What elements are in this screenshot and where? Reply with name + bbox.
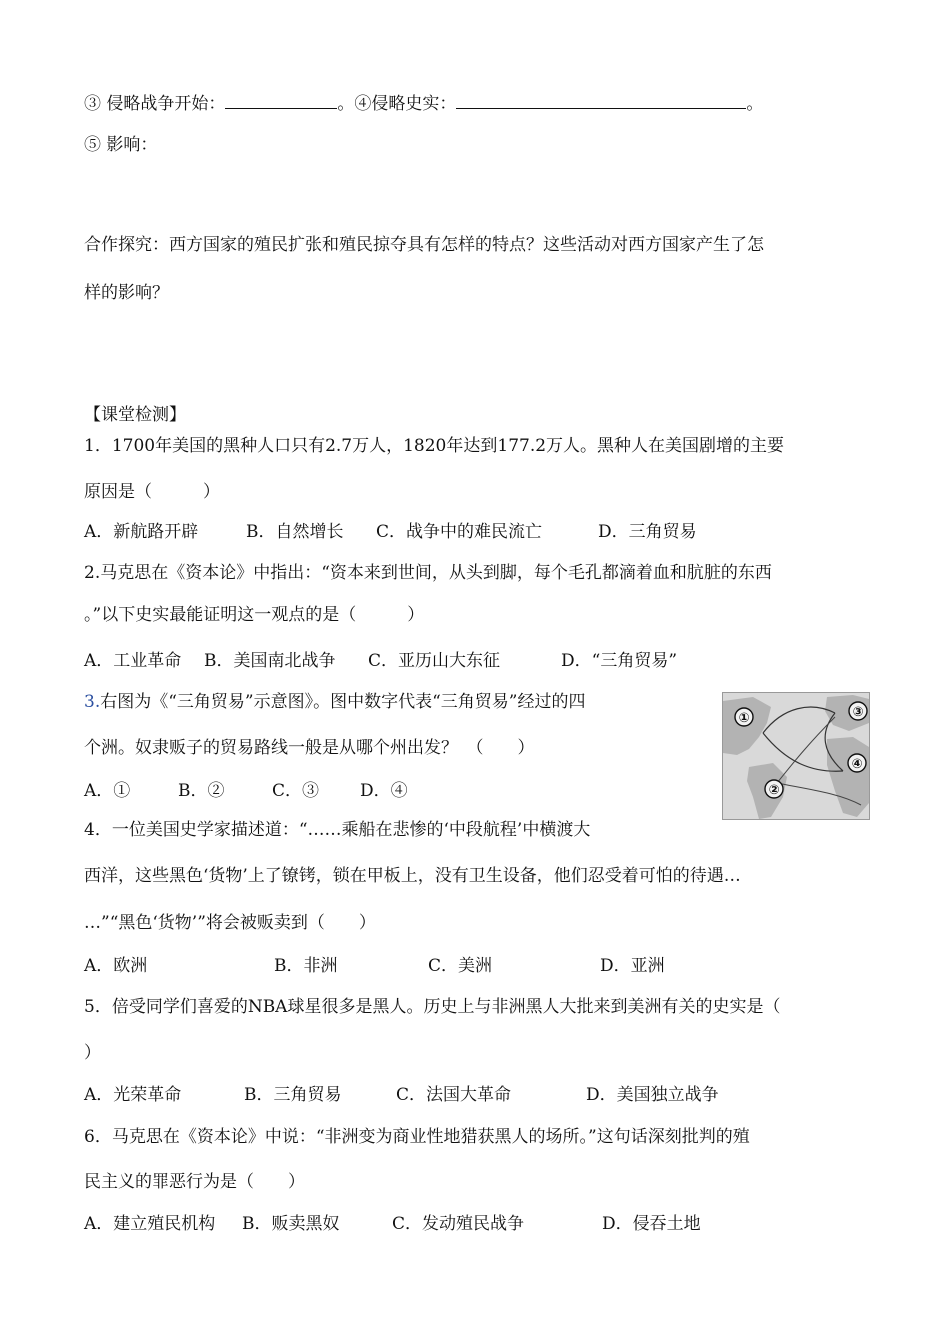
option-c[interactable]: C．③ [272,781,320,801]
influence-label: ⑤ 影响： [84,135,158,155]
map-label-3: ③ [852,705,864,720]
option-b[interactable]: B．自然增长 [246,522,344,542]
option-a[interactable]: A．光荣革命 [84,1085,182,1105]
question-1-options [84,521,697,543]
option-b[interactable]: B．贩卖黑奴 [242,1214,340,1234]
question-5-line-1: 5．倍受同学们喜爱的NBA球星很多是黑人。历史上与非洲黑人大批来到美洲有关的史实是（ [84,997,781,1017]
question-6-options [84,1213,701,1235]
option-c[interactable]: C．亚历山大东征 [368,651,501,671]
question-4-line-3: …”“黑色‘货物’”将会被贩卖到（ ） [84,913,376,933]
map-label-1: ① [738,711,750,726]
option-a[interactable]: A．欧洲 [84,956,148,976]
option-d[interactable]: D．美国独立战争 [586,1085,719,1105]
option-b[interactable]: B．非洲 [274,956,338,976]
invasion-start-blank[interactable] [225,92,337,109]
option-d[interactable]: D．④ [360,781,408,801]
option-a[interactable]: A．① [84,781,131,801]
question-6-line-1: 6．马克思在《资本论》中说：“非洲变为商业性地猎获黑人的场所。”这句话深刻批判的殖 [84,1127,750,1147]
option-d[interactable]: D．侵吞土地 [602,1214,701,1234]
option-c[interactable]: C．法国大革命 [396,1085,512,1105]
question-2-line-2: 。”以下史实最能证明这一观点的是（ ） [84,605,425,625]
option-b[interactable]: B．三角贸易 [244,1085,342,1105]
option-a[interactable]: A．新航路开辟 [84,522,199,542]
intro-line-1: ③ 侵略战争开始： 。④侵略史实： 。 [84,94,764,114]
map-label-4: ④ [851,757,863,772]
option-d[interactable]: D．“三角贸易” [561,651,678,671]
question-3-line-2: 个洲。奴隶贩子的贸易路线一般是从哪个州出发？ （ ） [84,738,535,758]
question-3-number: 3. [84,692,101,712]
option-d[interactable]: D．三角贸易 [598,522,697,542]
explore-line-2: 样的影响？ [84,283,169,303]
question-1-line-2: 原因是（ ） [84,482,220,502]
option-d[interactable]: D．亚洲 [600,956,665,976]
question-5-line-2: ） [84,1043,101,1063]
triangle-trade-map [722,692,870,820]
question-3-line-1: 3.右图为《“三角贸易”示意图》。图中数字代表“三角贸易”经过的四 [84,692,586,712]
question-1-line-1: 1．1700年美国的黑种人口只有2.7万人，1820年达到177.2万人。黑种人在美国剧增的主要 [84,436,785,456]
question-6-line-2: 民主义的罪恶行为是（ ） [84,1172,305,1192]
question-2-options [84,650,677,672]
invasion-facts-blank[interactable] [456,92,746,109]
option-a[interactable]: A．工业革命 [84,651,182,671]
option-a[interactable]: A．建立殖民机构 [84,1214,216,1234]
question-3-options [84,780,408,802]
question-4-options [84,955,665,977]
question-4-line-2: 西洋，这些黑色‘货物’上了镣铐，锁在甲板上，没有卫生设备，他们忍受着可怕的待遇… [84,866,741,886]
map-label-2: ② [768,783,780,798]
explore-line-1: 合作探究：西方国家的殖民扩张和殖民掠夺具有怎样的特点？这些活动对西方国家产生了怎 [84,235,764,255]
invasion-facts-label: 。④侵略史实： [337,94,457,114]
option-b[interactable]: B．美国南北战争 [204,651,336,671]
invasion-start-label: ③ 侵略战争开始： [84,94,226,114]
question-2-line-1: 2.马克思在《资本论》中指出：“资本来到世间，从头到脚，每个毛孔都滴着血和肮脏的东西 [84,563,772,583]
question-4-line-1: 4．一位美国史学家描述道：“……乘船在悲惨的‘中段航程’中横渡大 [84,820,591,840]
option-c[interactable]: C．战争中的难民流亡 [376,522,543,542]
option-b[interactable]: B．② [178,781,225,801]
section-title: 【课堂检测】 [84,405,186,425]
option-c[interactable]: C．美洲 [428,956,493,976]
question-5-options [84,1084,719,1106]
option-c[interactable]: C．发动殖民战争 [392,1214,525,1234]
